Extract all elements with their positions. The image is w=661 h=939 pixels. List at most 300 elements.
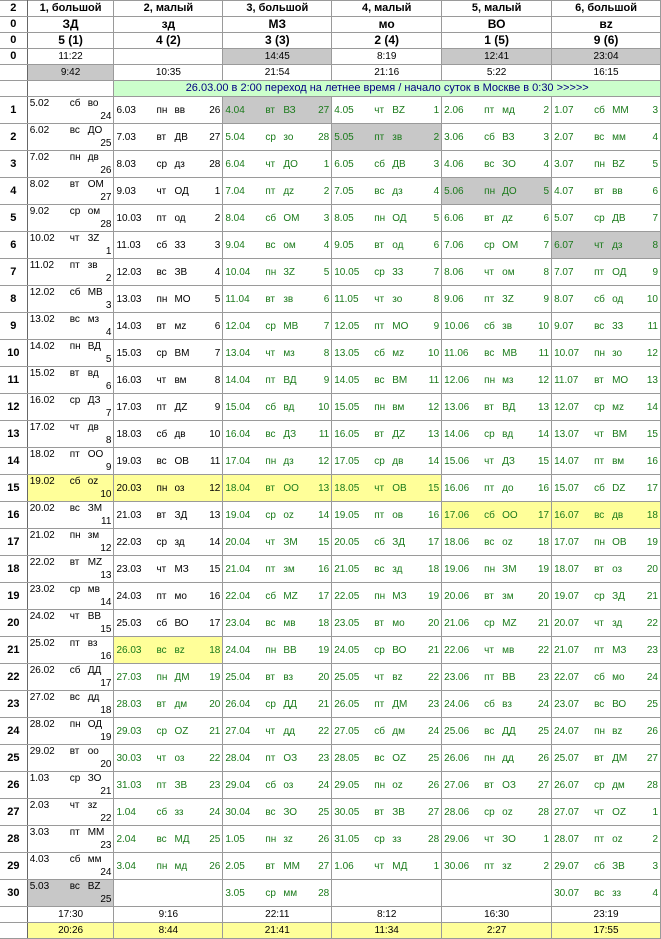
day-number: 14 xyxy=(0,448,27,475)
cell-date: 19.04 xyxy=(225,509,251,521)
cell-weekday: сб xyxy=(265,590,277,602)
cell-lunar-day: 1 xyxy=(214,185,221,197)
cell-date: 6.04 xyxy=(225,158,245,170)
day-cell xyxy=(332,583,442,610)
cell-weekday: чт xyxy=(265,725,276,737)
cell-weekday: пн xyxy=(484,185,496,197)
cell-weekday: чт xyxy=(374,671,385,683)
cell-code: ЗД xyxy=(174,509,188,521)
month-time-1: 12:41 xyxy=(442,49,552,65)
cell-code: ДВ xyxy=(612,212,626,224)
month-number: 1 (5) xyxy=(442,33,552,49)
cell-date: 11.05 xyxy=(334,293,359,305)
cell-lunar-day: 22 xyxy=(100,813,112,824)
cell-code: оz xyxy=(502,536,513,548)
cell-weekday: ср xyxy=(265,320,276,332)
cell-lunar-day: 2 xyxy=(433,131,440,143)
day-cell xyxy=(114,178,223,205)
cell-lunar-day: 4 xyxy=(105,327,112,338)
cell-date: 10.04 xyxy=(225,266,251,278)
cell-weekday: сб xyxy=(156,617,168,629)
cell-weekday: вт xyxy=(265,860,276,872)
day-row xyxy=(0,718,661,745)
cell-weekday: вс xyxy=(374,563,385,575)
day-number: 3 xyxy=(0,151,27,178)
cell-weekday: вс xyxy=(69,692,80,703)
day-cell xyxy=(332,610,442,637)
cell-weekday: чт xyxy=(594,239,604,251)
day-row xyxy=(0,151,661,178)
day-cell xyxy=(442,880,552,907)
cell-lunar-day: 8 xyxy=(105,435,112,446)
day-cell xyxy=(552,745,661,772)
day-cell xyxy=(27,664,114,691)
month-footer-time: 23:19 xyxy=(552,907,661,923)
cell-lunar-day: 10 xyxy=(318,401,330,413)
day-cell xyxy=(442,367,552,394)
cell-lunar-day: 11 xyxy=(318,428,330,440)
cell-lunar-day: 15 xyxy=(537,455,550,467)
day-cell xyxy=(27,97,114,124)
cell-lunar-day: 7 xyxy=(323,320,330,332)
day-row xyxy=(0,556,661,583)
cell-lunar-day: 20 xyxy=(100,759,112,770)
cell-weekday: ср xyxy=(69,584,81,595)
cell-code: 3Z xyxy=(502,293,514,305)
cell-lunar-day: 13 xyxy=(318,482,330,494)
cell-date: 9.04 xyxy=(225,239,245,251)
cell-code: ВZ xyxy=(87,881,101,892)
cell-date: 12.03 xyxy=(116,266,142,278)
cell-date: 14.02 xyxy=(29,341,55,352)
cell-lunar-day: 22 xyxy=(318,725,330,737)
cell-code: оз xyxy=(283,779,294,791)
cell-weekday: вс xyxy=(156,266,167,278)
cell-code: вд xyxy=(87,368,99,379)
cell-weekday: пн xyxy=(156,104,168,116)
day-cell xyxy=(442,394,552,421)
cell-lunar-day: 9 xyxy=(323,374,330,386)
cell-date: 26.02 xyxy=(29,665,55,676)
cell-lunar-day: 20 xyxy=(209,698,221,710)
cell-code: ОМ xyxy=(283,212,300,224)
cell-code: МЗ xyxy=(392,590,407,602)
day-row xyxy=(0,529,661,556)
cell-date: 5.02 xyxy=(29,98,50,109)
month-code: ВО xyxy=(442,17,552,33)
cell-weekday: чт xyxy=(484,455,494,467)
cell-lunar-day: 1 xyxy=(105,246,112,257)
cell-weekday: вт xyxy=(484,590,494,602)
cell-date: 12.05 xyxy=(334,320,360,332)
cell-code: зz xyxy=(502,860,512,872)
cell-code: ВД xyxy=(502,401,516,413)
cell-date: 27.03 xyxy=(116,671,142,683)
day-cell xyxy=(332,232,442,259)
cell-weekday: сб xyxy=(484,509,495,521)
month-footer-time: 16:30 xyxy=(442,907,552,923)
cell-weekday: вс xyxy=(374,185,385,197)
cell-lunar-day: 7 xyxy=(543,239,550,251)
cell-code: ЗВ xyxy=(174,266,188,278)
cell-code: ЗО xyxy=(502,833,516,845)
month-number: 5 (1) xyxy=(27,33,114,49)
cell-lunar-day: 28 xyxy=(318,131,330,143)
day-cell xyxy=(552,421,661,448)
cell-date: 28.05 xyxy=(334,752,360,764)
cell-code: МД xyxy=(392,860,408,872)
cell-lunar-day: 7 xyxy=(105,408,112,419)
cell-date: 20.05 xyxy=(334,536,360,548)
cell-date: 11.06 xyxy=(444,347,469,359)
day-cell xyxy=(114,691,223,718)
cell-lunar-day: 9 xyxy=(214,401,221,413)
day-cell xyxy=(332,205,442,232)
cell-code: оз xyxy=(612,563,623,575)
year-digit xyxy=(0,65,27,81)
cell-code: ЗО xyxy=(502,158,516,170)
cell-lunar-day: 14 xyxy=(100,597,112,608)
day-cell xyxy=(223,664,332,691)
cell-date: 6.07 xyxy=(554,239,574,251)
cell-code: ЗМ xyxy=(283,536,298,548)
cell-code: мz xyxy=(612,401,624,413)
cell-date: 3.03 xyxy=(29,827,50,838)
cell-weekday: вс xyxy=(265,239,276,251)
day-cell xyxy=(114,664,223,691)
day-cell xyxy=(114,421,223,448)
day-cell xyxy=(332,286,442,313)
blank-cell xyxy=(0,923,27,939)
cell-date: 23.06 xyxy=(444,671,470,683)
cell-date: 15.02 xyxy=(29,368,55,379)
cell-weekday: вт xyxy=(594,185,604,197)
cell-weekday: вс xyxy=(156,833,167,845)
day-cell xyxy=(114,799,223,826)
cell-weekday: вс xyxy=(484,725,495,737)
cell-date: 16.04 xyxy=(225,428,251,440)
cell-lunar-day: 14 xyxy=(537,428,550,440)
cell-weekday: пн xyxy=(69,530,81,541)
cell-lunar-day: 16 xyxy=(646,455,658,467)
cell-date: 7.06 xyxy=(444,239,464,251)
cell-weekday: чт xyxy=(69,233,80,244)
cell-lunar-day: 16 xyxy=(100,651,112,662)
cell-code: мм xyxy=(87,854,102,865)
cell-weekday: вс xyxy=(265,428,276,440)
day-cell xyxy=(552,691,661,718)
day-cell xyxy=(223,880,332,907)
cell-lunar-day: 4 xyxy=(433,185,440,197)
cell-weekday: пн xyxy=(69,341,81,352)
cell-date: 29.04 xyxy=(225,779,251,791)
cell-code: дв xyxy=(87,422,99,433)
cell-code: ДО xyxy=(283,158,298,170)
cell-lunar-day: 5 xyxy=(323,266,330,278)
day-cell xyxy=(223,610,332,637)
cell-date: 30.07 xyxy=(554,887,580,899)
cell-lunar-day: 9 xyxy=(652,266,658,278)
cell-lunar-day: 6 xyxy=(105,381,112,392)
cell-code: оз xyxy=(174,752,185,764)
cell-weekday: пн xyxy=(374,401,386,413)
day-cell xyxy=(27,475,114,502)
day-row xyxy=(0,880,661,907)
cell-lunar-day: 1 xyxy=(323,158,330,170)
cell-weekday: вт xyxy=(265,104,276,116)
cell-code: вз xyxy=(87,638,98,649)
cell-lunar-day: 18 xyxy=(646,509,658,521)
day-cell xyxy=(552,637,661,664)
cell-date: 24.07 xyxy=(554,725,580,737)
cell-weekday: пт xyxy=(594,833,605,845)
cell-date: 22.02 xyxy=(29,557,55,568)
cell-date: 6.03 xyxy=(116,104,136,116)
cell-lunar-day: 12 xyxy=(537,374,550,386)
month-footer-time: 9:16 xyxy=(114,907,223,923)
cell-weekday: пн xyxy=(156,482,168,494)
cell-lunar-day: 5 xyxy=(543,185,550,197)
day-cell xyxy=(442,772,552,799)
cell-weekday: вт xyxy=(594,374,604,386)
cell-date: 1.07 xyxy=(554,104,574,116)
cell-date: 11.03 xyxy=(116,239,141,251)
cell-weekday: пт xyxy=(265,563,276,575)
cell-weekday: чт xyxy=(374,860,385,872)
cell-weekday: чт xyxy=(484,266,494,278)
cell-code: ДВ xyxy=(174,131,188,143)
cell-date: 21.07 xyxy=(554,644,580,656)
cell-code: ДМ xyxy=(174,671,190,683)
cell-code: ЗВ xyxy=(612,860,625,872)
cell-lunar-day: 13 xyxy=(209,509,221,521)
day-cell xyxy=(442,340,552,367)
day-cell xyxy=(27,367,114,394)
cell-lunar-day: 8 xyxy=(323,347,330,359)
cell-weekday: ср xyxy=(594,779,605,791)
blank-cell xyxy=(0,907,27,923)
cell-lunar-day: 1 xyxy=(433,104,440,116)
day-cell xyxy=(442,475,552,502)
day-cell xyxy=(332,97,442,124)
cell-code: дд xyxy=(283,725,296,737)
day-cell xyxy=(332,853,442,880)
cell-code: ВО xyxy=(174,617,189,629)
header-row xyxy=(0,49,661,65)
cell-code: вз xyxy=(283,671,294,683)
cell-date: 19.05 xyxy=(334,509,360,521)
day-row xyxy=(0,475,661,502)
cell-code: мz xyxy=(392,347,405,359)
cell-weekday: ср xyxy=(374,833,385,845)
month-footer-time: 17:30 xyxy=(27,907,114,923)
cell-lunar-day: 11 xyxy=(647,320,658,332)
cell-weekday: пт xyxy=(265,374,276,386)
cell-code: зz xyxy=(87,800,98,811)
cell-lunar-day: 20 xyxy=(318,671,330,683)
cell-code: МО xyxy=(612,374,629,386)
cell-code: мд xyxy=(502,104,515,116)
cell-date: 18.02 xyxy=(29,449,55,460)
day-cell xyxy=(332,826,442,853)
month-header: 5, малый xyxy=(442,1,552,17)
day-cell xyxy=(552,529,661,556)
day-cell xyxy=(114,232,223,259)
cell-date: 8.06 xyxy=(444,266,464,278)
cell-lunar-day: 27 xyxy=(318,104,330,116)
cell-lunar-day: 16 xyxy=(428,509,440,521)
month-time-1: 23:04 xyxy=(552,49,661,65)
cell-date: 17.06 xyxy=(444,509,470,521)
cell-weekday: пт xyxy=(484,482,495,494)
day-cell xyxy=(552,583,661,610)
cell-date: 21.02 xyxy=(29,530,55,541)
cell-date: 10.07 xyxy=(554,347,580,359)
cell-weekday: пт xyxy=(265,752,276,764)
cell-date: 21.03 xyxy=(116,509,142,521)
cell-code: DZ xyxy=(612,482,626,494)
cell-weekday: вс xyxy=(594,887,605,899)
cell-date: 16.06 xyxy=(444,482,470,494)
cell-lunar-day: 28 xyxy=(209,158,221,170)
cell-date: 2.05 xyxy=(225,860,245,872)
cell-code: мв xyxy=(283,617,296,629)
day-cell xyxy=(223,259,332,286)
cell-date: 22.05 xyxy=(334,590,360,602)
cell-lunar-day: 15 xyxy=(318,536,330,548)
cell-code: ВД xyxy=(283,374,297,386)
cell-date: 13.03 xyxy=(116,293,142,305)
footer-row xyxy=(0,923,661,939)
cell-weekday: вт xyxy=(594,563,604,575)
cell-code: ОО xyxy=(283,482,299,494)
cell-code: ЗМ xyxy=(502,563,517,575)
cell-date: 15.03 xyxy=(116,347,142,359)
cell-date: 2.06 xyxy=(444,104,464,116)
cell-code: мв xyxy=(87,584,100,595)
cell-date: 24.05 xyxy=(334,644,360,656)
cell-lunar-day: 27 xyxy=(646,752,658,764)
day-row xyxy=(0,340,661,367)
cell-lunar-day: 12 xyxy=(646,347,658,359)
cell-date: 7.04 xyxy=(225,185,245,197)
cell-code: оz xyxy=(612,833,623,845)
day-cell xyxy=(442,448,552,475)
day-cell xyxy=(223,556,332,583)
cell-date: 14.07 xyxy=(554,455,580,467)
cell-date: 11.02 xyxy=(29,260,55,271)
cell-date: 27.02 xyxy=(29,692,55,703)
cell-lunar-day: 14 xyxy=(646,401,658,413)
cell-weekday: пн xyxy=(594,347,605,359)
cell-date: 24.06 xyxy=(444,698,470,710)
cell-lunar-day: 20 xyxy=(646,563,658,575)
cell-weekday: пн xyxy=(69,719,81,730)
cell-code: ВВ xyxy=(502,671,516,683)
cell-code: ЗО xyxy=(283,806,298,818)
cell-lunar-day: 2 xyxy=(323,185,330,197)
cell-weekday: вт xyxy=(156,131,167,143)
cell-weekday: вт xyxy=(374,617,384,629)
cell-code: ОZ xyxy=(392,752,407,764)
cell-code: вв xyxy=(612,185,623,197)
cell-weekday: вт xyxy=(594,752,604,764)
cell-lunar-day: 11 xyxy=(209,455,221,467)
cell-date: 13.02 xyxy=(29,314,55,325)
cell-date: 31.03 xyxy=(116,779,142,791)
cell-weekday: ср xyxy=(484,806,495,818)
day-cell xyxy=(223,340,332,367)
cell-lunar-day: 1 xyxy=(433,860,440,872)
cell-code: 3Z xyxy=(283,266,296,278)
day-cell xyxy=(223,502,332,529)
day-cell xyxy=(442,691,552,718)
day-cell xyxy=(332,529,442,556)
cell-lunar-day: 13 xyxy=(428,428,440,440)
day-number: 17 xyxy=(0,529,27,556)
day-number: 20 xyxy=(0,610,27,637)
cell-weekday: пн xyxy=(484,563,496,575)
cell-code: вм xyxy=(612,455,625,467)
cell-date: 16.07 xyxy=(554,509,580,521)
cell-date: 13.06 xyxy=(444,401,470,413)
cell-date: 30.04 xyxy=(225,806,251,818)
dst-banner: 26.03.00 в 2:00 переход на летнее время / начало суток в Москве в 0:30 >>>>> xyxy=(114,81,661,97)
cell-lunar-day: 3 xyxy=(652,104,658,116)
day-cell xyxy=(442,529,552,556)
cell-weekday: пн xyxy=(484,374,496,386)
cell-weekday: вс xyxy=(69,314,80,325)
day-cell xyxy=(223,421,332,448)
cell-date: 21.06 xyxy=(444,617,470,629)
cell-lunar-day: 7 xyxy=(214,347,221,359)
day-cell xyxy=(27,286,114,313)
cell-weekday: вс xyxy=(594,698,605,710)
day-cell xyxy=(114,475,223,502)
cell-lunar-day: 21 xyxy=(209,725,221,737)
cell-date: 14.03 xyxy=(116,320,142,332)
day-cell xyxy=(552,259,661,286)
day-number: 22 xyxy=(0,664,27,691)
cell-date: 10.03 xyxy=(116,212,142,224)
cell-date: 29.07 xyxy=(554,860,580,872)
cell-code: ОZ xyxy=(612,806,626,818)
cell-code: ДZ xyxy=(174,401,188,413)
cell-weekday: ср xyxy=(265,698,276,710)
cell-weekday: ср xyxy=(484,239,495,251)
cell-lunar-day: 10 xyxy=(646,293,658,305)
cell-weekday: чт xyxy=(69,422,80,433)
cell-weekday: сб xyxy=(594,860,605,872)
cell-weekday: вс xyxy=(594,509,605,521)
cell-weekday: сб xyxy=(484,320,495,332)
day-cell xyxy=(114,448,223,475)
cell-code: зв xyxy=(502,320,513,332)
cell-lunar-day: 24 xyxy=(100,867,112,878)
day-cell xyxy=(114,853,223,880)
cell-lunar-day: 18 xyxy=(100,705,112,716)
cell-code: зо xyxy=(283,131,294,143)
day-row xyxy=(0,313,661,340)
cell-weekday: сб xyxy=(156,239,168,251)
day-cell xyxy=(332,259,442,286)
cell-lunar-day: 2 xyxy=(214,212,221,224)
cell-date: 25.02 xyxy=(29,638,55,649)
cell-lunar-day: 17 xyxy=(318,590,330,602)
cell-weekday: пн xyxy=(265,266,277,278)
cell-date: 16.03 xyxy=(116,374,142,386)
cell-lunar-day: 12 xyxy=(428,401,440,413)
